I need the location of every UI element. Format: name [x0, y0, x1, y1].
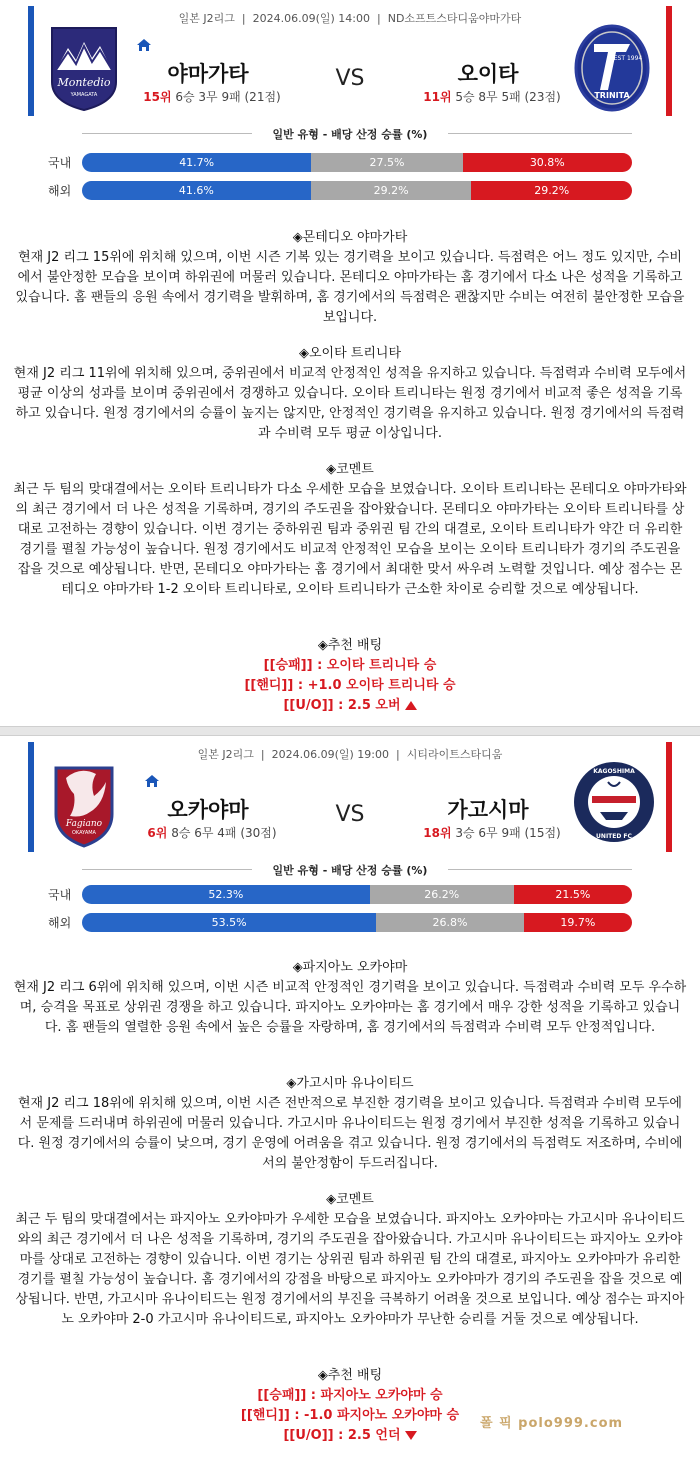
away-win-segment: 29.2% [471, 181, 632, 200]
bet-ou-text: [[U/O]] : 2.5 언더 [283, 1428, 401, 1443]
bet-ou-text: [[U/O]] : 2.5 오버 [283, 698, 401, 713]
home-logo-text: Montedio [57, 76, 111, 89]
analysis-section [12, 228, 688, 328]
section-title: ◈코멘트 [326, 1192, 374, 1207]
match-datetime: 2024.06.09(일) 19:00 [271, 748, 389, 761]
away-logo-text: TRINITA [594, 91, 630, 100]
home-win-segment: 53.5% [82, 913, 376, 932]
section-text: 현재 J2 리그 6위에 위치해 있으며, 이번 시즌 비교적 안정적인 경기력을 보이고 있습니다. 득점력과 수비력 모두 우수하며, 승격을 목표로 상위권 경쟁을 하고 있습니다. 파지아노 오카야마는 홈 경기에서 매우 강한 성적을 기록하고 있습니다. 홈 팬들의 열렬한 응원 속에서 높은 승률을 자랑하며, 홈 경기에서의 득점력과 수비력 모두 안정적입니다. [13, 980, 687, 1035]
section-title: ◈코멘트 [326, 462, 374, 477]
watermark: 폴 픽 polo999.com [480, 1416, 624, 1431]
section-text: 최근 두 팀의 맞대결에서는 파지아노 오카야마가 우세한 모습을 보였습니다. 파지아노 오카야마는 가고시마 유나이티드와의 최근 경기에서 더 나은 성적을 기록하며, 경기의 주도권을 잡아왔습니다. 가고시마 유나이티드는 파지아노 오카야마를 상대로 고전하는 경향이 있습니다. 이번 경기는 상위권 팀과 하위권 팀 간의 대결로, 파지아노 오카야마가 유리한 경기를 펼칠 가능성이 높습니다. 홈 경기에서의 강점을 바탕으로 파지아노 오카야마가 경기의 주도권을 잡을 것으로 예상됩니다. 반면, 가고시마 유나이티드는 원정 경기에서의 부진을 극복하기 어려울 것으로 보입니다. 예상 점수는 파지아노 오카야마 2-0 가고시마 유나이티드로, 파지아노 오카야마가 무난한 승리를 거둘 것으로 예상됩니다. [15, 1212, 685, 1327]
analysis-section [12, 344, 688, 444]
recommended-bets [0, 1366, 700, 1446]
draw-segment: 26.8% [376, 913, 523, 932]
section-title: ◈파지아노 오카야마 [292, 960, 408, 975]
away-team-name: 오이타 [457, 62, 519, 86]
away-win-segment: 30.8% [463, 153, 632, 172]
home-icon [136, 38, 152, 52]
bet-title: ◈추천 배팅 [317, 1368, 383, 1383]
bet-line: [[승패]] : 파지아노 오카야마 승 [257, 1388, 443, 1403]
home-rank: 15위 [143, 90, 172, 104]
card-separator [0, 726, 700, 736]
draw-segment: 27.5% [311, 153, 462, 172]
section-text: 현재 J2 리그 15위에 위치해 있으며, 이번 시즌 기복 있는 경기력을 보이고 있습니다. 득점력은 어느 정도 있지만, 수비에서 불안정한 모습을 보이며 하위권에 머물러 있습니다. 몬테디오 야마가타는 홈 경기에서 다소 나은 성적을 기록하고 있습니다. 홈 팬들의 응원 속에서 경기력을 발휘하며, 홈 경기에서의 득점력은 괜찮지만 수비는 여전히 불안정한 모습을 보입니다. [15, 250, 685, 325]
home-win-segment: 52.3% [82, 885, 370, 904]
home-team-name: 야마가타 [167, 62, 249, 86]
away-logo-sub: EST 1994 [613, 55, 643, 62]
match-meta: 일본 J2리그 | 2024.06.09(일) 19:00 | 시티라이트스타디움 [197, 748, 503, 761]
venue-label: ND소프트스타디움야마가타 [387, 12, 522, 25]
home-logo-sub: OKAYAMA [72, 830, 96, 836]
away-win-segment: 19.7% [524, 913, 632, 932]
comment-section [12, 460, 688, 600]
vs-label: VS [335, 66, 365, 91]
away-record-text: 3승 6무 9패 (15점) [455, 826, 561, 840]
down-arrow-icon [405, 1431, 417, 1440]
section-title: ◈오이타 트리니타 [298, 346, 402, 361]
section-text: 현재 J2 리그 11위에 위치해 있으며, 중위권에서 비교적 안정적인 성적을 유지하고 있습니다. 득점력과 수비력 모두에서 평균 이상의 성과를 보이며 중위권에서 경쟁하고 있습니다. 오이타 트리니타는 원정 경기에서 비교적 좋은 성적을 기록하고 있습니다. 원정 경기에서의 승률이 높지는 않지만, 안정적인 경기력을 유지하고 있습니다. 원정 경기에서의 득점력과 수비력 모두 평균 이상입니다. [13, 366, 687, 441]
bet-line: [[핸디]] : +1.0 오이타 트리니타 승 [244, 678, 456, 693]
away-record-text: 5승 8무 5패 (23점) [455, 90, 561, 104]
row-label-domestic: 국내 [48, 888, 72, 902]
home-record [112, 88, 312, 105]
match-card [0, 736, 700, 1464]
probability-bar-domestic [82, 153, 632, 172]
recommended-bets [0, 636, 700, 716]
away-win-segment: 21.5% [514, 885, 632, 904]
home-logo-sub: YAMAGATA [70, 92, 98, 98]
away-logo-text: KAGOSHIMA [593, 768, 635, 775]
away-rank: 18위 [423, 826, 452, 840]
section-text: 현재 J2 리그 18위에 위치해 있으며, 이번 시즌 전반적으로 부진한 경기력을 보이고 있습니다. 득점력과 수비력 모두에서 문제를 드러내며 하위권에 머물러 있습니다. 가고시마 유나이티드는 원정 경기에서 부진한 성적을 기록하고 있습니다. 원정 경기에서의 승률이 낮으며, 경기 운영에 어려움을 겪고 있습니다. 원정 경기에서의 득점력도 저조하며, 수비에서의 불안정함이 두드러집니다. [17, 1096, 683, 1171]
home-rank: 6위 [147, 826, 168, 840]
vs-label: VS [335, 802, 365, 827]
away-rank: 11위 [423, 90, 452, 104]
probability-bar-overseas [82, 913, 632, 932]
up-arrow-icon [405, 701, 417, 710]
section-title: ◈가고시마 유나이티드 [286, 1076, 414, 1091]
home-icon [144, 774, 160, 788]
match-datetime: 2024.06.09(일) 14:00 [252, 12, 371, 25]
home-win-segment: 41.7% [82, 153, 311, 172]
away-record [392, 88, 592, 105]
bet-line: [[승패]] : 오이타 트리니타 승 [263, 658, 437, 673]
section-title: ◈몬테디오 야마가타 [292, 230, 408, 245]
away-record [392, 824, 592, 841]
away-logo-sub: UNITED FC [596, 833, 632, 840]
bet-line-ou [0, 696, 700, 716]
probability-title: 일반 유형 - 배당 산정 승률 (%) [272, 864, 428, 877]
away-team-name: 가고시마 [447, 798, 529, 822]
bet-line: [[핸디]] : -1.0 파지아노 오카야마 승 [240, 1408, 460, 1423]
row-label-domestic: 국내 [48, 156, 72, 170]
row-label-overseas: 해외 [48, 916, 72, 930]
league-label: 일본 J2리그 [178, 12, 235, 25]
analysis-section [12, 958, 688, 1038]
league-label: 일본 J2리그 [197, 748, 254, 761]
home-team-name: 오카야마 [167, 798, 249, 822]
row-label-overseas: 해외 [48, 184, 72, 198]
probability-title: 일반 유형 - 배당 산정 승률 (%) [272, 128, 428, 141]
draw-segment: 29.2% [311, 181, 472, 200]
analysis-section [12, 1074, 688, 1174]
bet-title: ◈추천 배팅 [317, 638, 383, 653]
probability-bar-overseas [82, 181, 632, 200]
home-record-text: 8승 6무 4패 (30점) [171, 826, 277, 840]
probability-bar-domestic [82, 885, 632, 904]
match-meta: 일본 J2리그 | 2024.06.09(일) 14:00 | ND소프트스타디움야마가타 [178, 12, 522, 25]
home-record-text: 6승 3무 9패 (21점) [175, 90, 281, 104]
match-card [0, 0, 700, 726]
home-logo-text: Fagiano [65, 819, 103, 829]
venue-label: 시티라이트스타디움 [406, 748, 503, 761]
draw-segment: 26.2% [370, 885, 514, 904]
section-text: 최근 두 팀의 맞대결에서는 오이타 트리니타가 다소 우세한 모습을 보였습니다. 오이타 트리니타는 몬테디오 야마가타와의 최근 경기에서 더 나은 성적을 기록하며, 경기의 주도권을 잡아왔습니다. 몬테디오 야마가타는 오이타 트리니타를 상대로 고전하는 경향이 있습니다. 이번 경기는 중하위권 팀과 중위권 팀 간의 대결로, 오이타 트리니타가 약간 더 유리한 경기를 펼칠 가능성이 높습니다. 원정 경기에서도 비교적 안정적인 모습을 보이는 오이타 트리니타가 경기의 주도권을 잡을 것으로 예상됩니다. 반면, 몬테디오 야마가타는 홈 경기에서 최대한 맞서 싸우려 노력할 것입니다. 예상 점수는 몬테디오 야마가타 1-2 오이타 트리니타로, 오이타 트리니타가 근소한 차이로 승리할 것으로 예상됩니다. [13, 482, 687, 597]
home-win-segment: 41.6% [82, 181, 311, 200]
home-record [112, 824, 312, 841]
comment-section [12, 1190, 688, 1330]
